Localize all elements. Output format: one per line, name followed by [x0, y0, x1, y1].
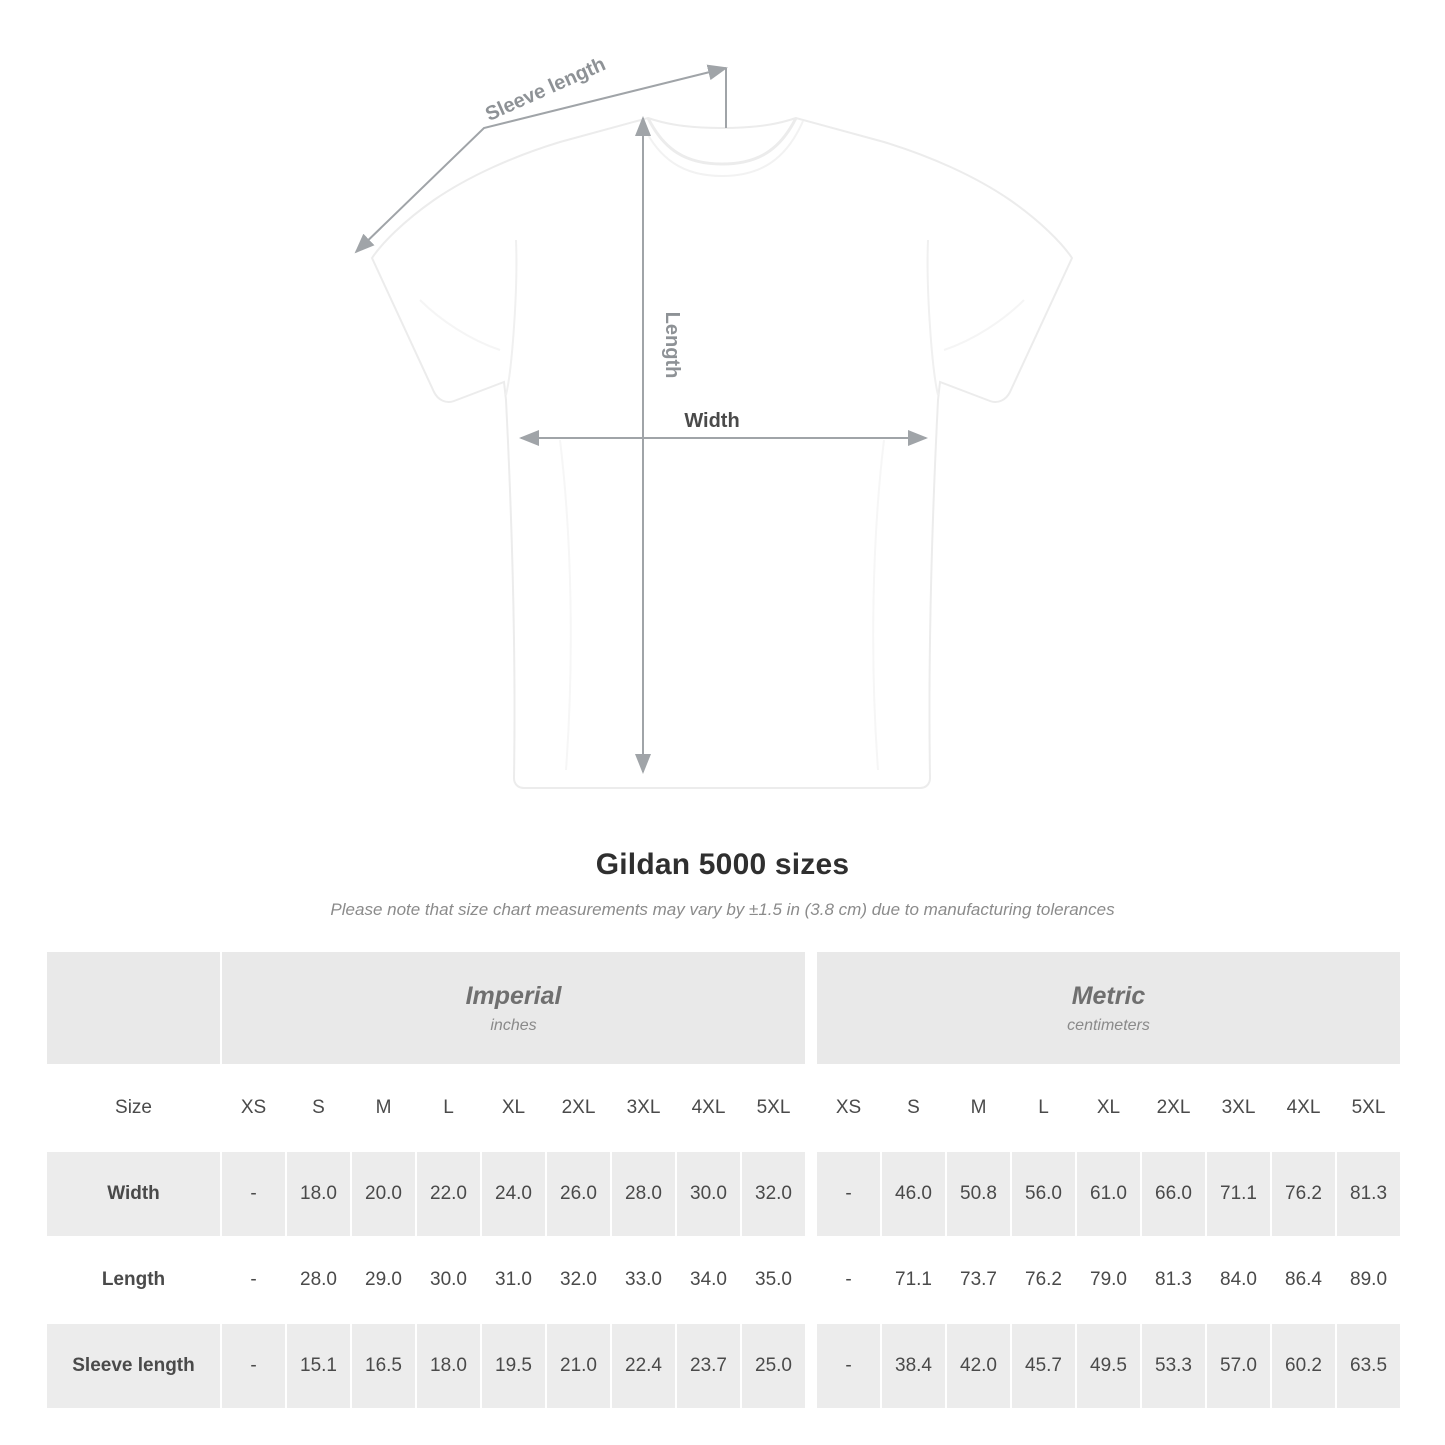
size-header-cell: 2XL — [1141, 1065, 1206, 1151]
size-header-cell: L — [416, 1065, 481, 1151]
size-header-cell: M — [946, 1065, 1011, 1151]
size-label-cell: Size — [46, 1065, 221, 1151]
size-table — [45, 950, 1402, 1410]
size-header-cell: XS — [816, 1065, 881, 1151]
sleeve-length-label: Sleeve length — [482, 53, 609, 126]
size-header-cell: L — [1011, 1065, 1076, 1151]
column-spacer — [806, 1065, 816, 1151]
measure-value-cell: 38.4 — [881, 1323, 946, 1409]
measure-value-cell: 19.5 — [481, 1323, 546, 1409]
measure-value-cell: 81.3 — [1336, 1151, 1401, 1237]
measure-value-cell: 21.0 — [546, 1323, 611, 1409]
measure-value-cell: 26.0 — [546, 1151, 611, 1237]
measure-value-cell: 22.4 — [611, 1323, 676, 1409]
unit-group-header — [221, 951, 806, 1065]
measure-value-cell: 81.3 — [1141, 1237, 1206, 1323]
size-header-cell: 5XL — [1336, 1065, 1401, 1151]
tolerance-note: Please note that size chart measurements may vary by ±1.5 in (3.8 cm) due to manufacturing tolerances — [330, 900, 1115, 919]
measure-value-cell: 50.8 — [946, 1151, 1011, 1237]
size-header-cell: 3XL — [1206, 1065, 1271, 1151]
column-spacer — [806, 1151, 816, 1237]
measure-label-cell: Sleeve length — [46, 1323, 221, 1409]
measure-value-cell: 79.0 — [1076, 1237, 1141, 1323]
measure-value-cell: 89.0 — [1336, 1237, 1401, 1323]
measure-value-cell: 86.4 — [1271, 1237, 1336, 1323]
measure-value-cell: 31.0 — [481, 1237, 546, 1323]
page-title: Gildan 5000 sizes — [595, 848, 850, 881]
size-header-cell: S — [286, 1065, 351, 1151]
measure-value-cell: 56.0 — [1011, 1151, 1076, 1237]
measure-value-cell: 32.0 — [741, 1151, 806, 1237]
size-table-wrap — [45, 950, 1400, 1410]
length-label: Length — [661, 311, 683, 379]
unit-group-subtitle: inches — [490, 1016, 537, 1034]
size-header-cell: 3XL — [611, 1065, 676, 1151]
size-header-cell: M — [351, 1065, 416, 1151]
size-header-row — [46, 1065, 1401, 1151]
measure-value-cell: 34.0 — [676, 1237, 741, 1323]
measure-value-cell: 45.7 — [1011, 1323, 1076, 1409]
measure-value-cell: 22.0 — [416, 1151, 481, 1237]
measure-value-cell: 25.0 — [741, 1323, 806, 1409]
tshirt-shape — [372, 118, 1072, 788]
measure-value-cell: 18.0 — [416, 1323, 481, 1409]
measure-value-cell: 28.0 — [286, 1237, 351, 1323]
measure-value-cell: 84.0 — [1206, 1237, 1271, 1323]
measure-value-cell: 73.7 — [946, 1237, 1011, 1323]
measure-value-cell: 30.0 — [416, 1237, 481, 1323]
size-header-cell: 4XL — [1271, 1065, 1336, 1151]
measure-value-cell: 71.1 — [881, 1237, 946, 1323]
measure-value-cell: 23.7 — [676, 1323, 741, 1409]
measure-value-cell: 71.1 — [1206, 1151, 1271, 1237]
measure-value-cell: 35.0 — [741, 1237, 806, 1323]
measure-value-cell: 53.3 — [1141, 1323, 1206, 1409]
measure-value-cell: 15.1 — [286, 1323, 351, 1409]
measure-value-cell: 28.0 — [611, 1151, 676, 1237]
size-header-cell: 2XL — [546, 1065, 611, 1151]
measure-value-cell: 29.0 — [351, 1237, 416, 1323]
table-row — [46, 1151, 1401, 1237]
measure-value-cell: 49.5 — [1076, 1323, 1141, 1409]
measure-value-cell: - — [221, 1237, 286, 1323]
measure-value-cell: 57.0 — [1206, 1323, 1271, 1409]
measure-value-cell: 63.5 — [1336, 1323, 1401, 1409]
measure-value-cell: - — [816, 1323, 881, 1409]
measure-value-cell: 20.0 — [351, 1151, 416, 1237]
unit-group-header — [816, 951, 1401, 1065]
column-spacer — [806, 1237, 816, 1323]
size-header-cell: S — [881, 1065, 946, 1151]
measure-value-cell: 60.2 — [1271, 1323, 1336, 1409]
measure-value-cell: 18.0 — [286, 1151, 351, 1237]
unit-header-blank — [46, 951, 221, 1065]
measure-value-cell: 16.5 — [351, 1323, 416, 1409]
measure-value-cell: 24.0 — [481, 1151, 546, 1237]
measure-value-cell: 46.0 — [881, 1151, 946, 1237]
measure-value-cell: - — [816, 1151, 881, 1237]
column-spacer — [806, 951, 816, 1065]
unit-group-name: Imperial — [465, 981, 562, 1010]
measure-value-cell: 61.0 — [1076, 1151, 1141, 1237]
measure-value-cell: 30.0 — [676, 1151, 741, 1237]
unit-group-name: Metric — [1071, 981, 1146, 1010]
measure-value-cell: 33.0 — [611, 1237, 676, 1323]
measure-value-cell: - — [816, 1237, 881, 1323]
table-row — [46, 1323, 1401, 1409]
measure-value-cell: 76.2 — [1271, 1151, 1336, 1237]
title-block — [0, 848, 1445, 920]
table-row — [46, 1237, 1401, 1323]
measure-label-cell: Length — [46, 1237, 221, 1323]
measure-value-cell: 42.0 — [946, 1323, 1011, 1409]
measure-value-cell: 32.0 — [546, 1237, 611, 1323]
size-header-cell: 5XL — [741, 1065, 806, 1151]
measure-value-cell: 66.0 — [1141, 1151, 1206, 1237]
width-label: Width — [684, 410, 740, 432]
measure-value-cell: - — [221, 1151, 286, 1237]
size-header-cell: XS — [221, 1065, 286, 1151]
measure-value-cell: 76.2 — [1011, 1237, 1076, 1323]
size-header-cell: XL — [1076, 1065, 1141, 1151]
size-header-cell: XL — [481, 1065, 546, 1151]
column-spacer — [806, 1323, 816, 1409]
unit-header-row — [46, 951, 1401, 1065]
unit-group-subtitle: centimeters — [1067, 1016, 1150, 1034]
measure-label-cell: Width — [46, 1151, 221, 1237]
size-header-cell: 4XL — [676, 1065, 741, 1151]
measure-value-cell: - — [221, 1323, 286, 1409]
